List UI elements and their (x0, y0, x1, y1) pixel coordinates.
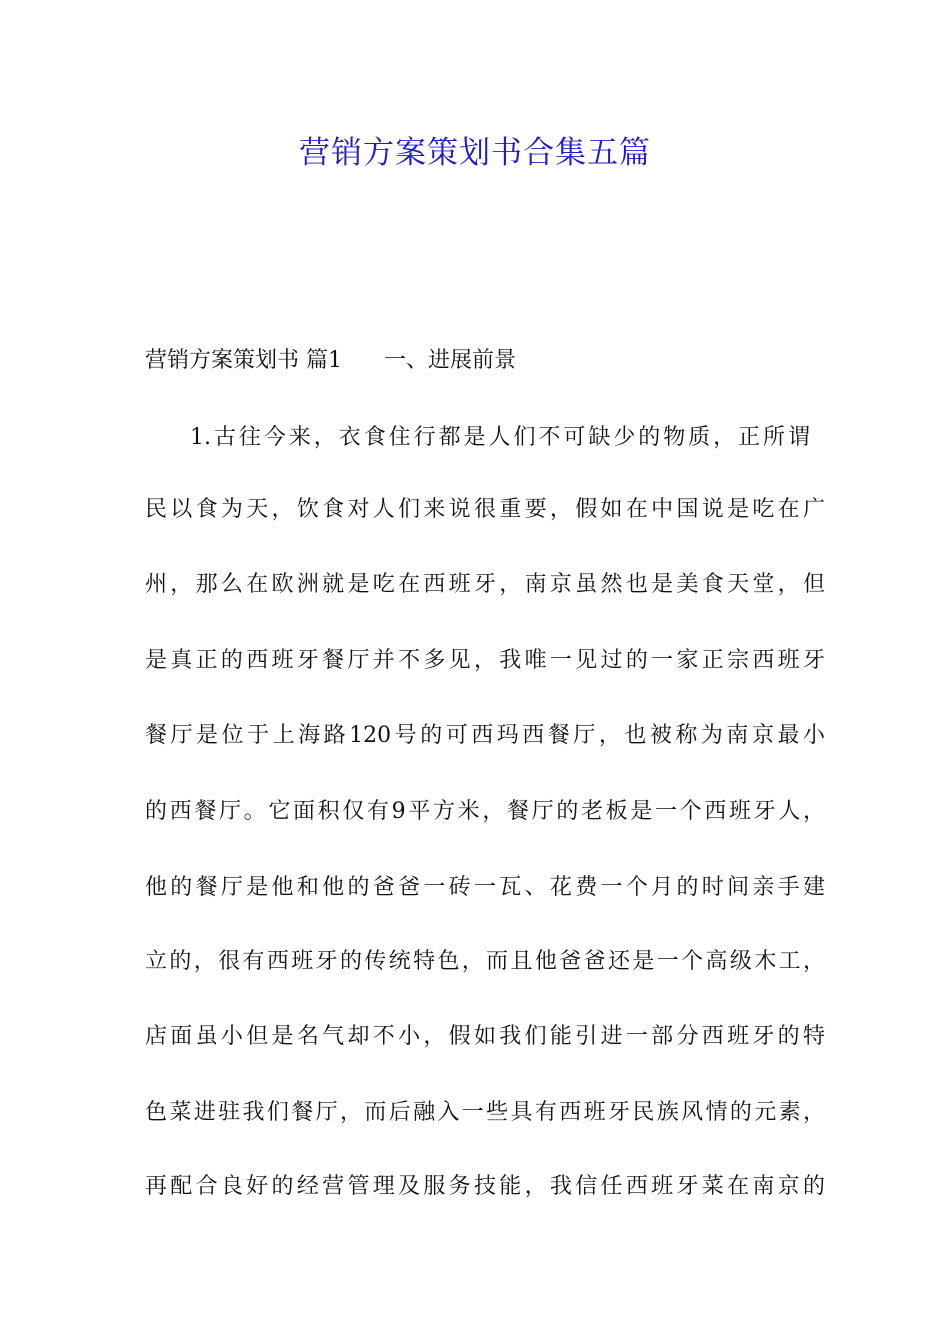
paragraph-line: 立的，很有西班牙的传统特色，而且他爸爸还是一个高级木工， (145, 949, 825, 974)
paragraph-line: 州，那么在欧洲就是吃在西班牙，南京虽然也是美食天堂，但 (145, 572, 825, 597)
paragraph-line: 他的餐厅是他和他的爸爸一砖一瓦、花费一个月的时间亲手建 (145, 875, 825, 900)
paragraph-line: 色菜进驻我们餐厅，而后融入一些具有西班牙民族风情的元素， (145, 1100, 825, 1125)
paragraph-line: 店面虽小但是名气却不小，假如我们能引进一部分西班牙的特 (145, 1024, 825, 1049)
paragraph-line: 1.古往今来，衣食住行都是人们不可缺少的物质，正所谓 (190, 425, 810, 450)
paragraph-line: 的西餐厅。它面积仅有9平方米，餐厅的老板是一个西班牙人， (145, 799, 825, 824)
section-subheading: 一、进展前景 (384, 348, 517, 373)
document-title: 营销方案策划书合集五篇 (299, 135, 651, 171)
section-heading (145, 341, 825, 381)
paragraph-line: 餐厅是位于上海路120号的可西玛西餐厅，也被称为南京最小 (145, 723, 825, 748)
section-label: 营销方案策划书 篇1 (145, 348, 342, 373)
paragraph-line: 再配合良好的经营管理及服务技能，我信任西班牙菜在南京的 (145, 1174, 825, 1199)
paragraph-line: 是真正的西班牙餐厅并不多见，我唯一见过的一家正宗西班牙 (145, 648, 825, 673)
paragraph-line: 民以食为天，饮食对人们来说很重要，假如在中国说是吃在广 (145, 497, 825, 522)
